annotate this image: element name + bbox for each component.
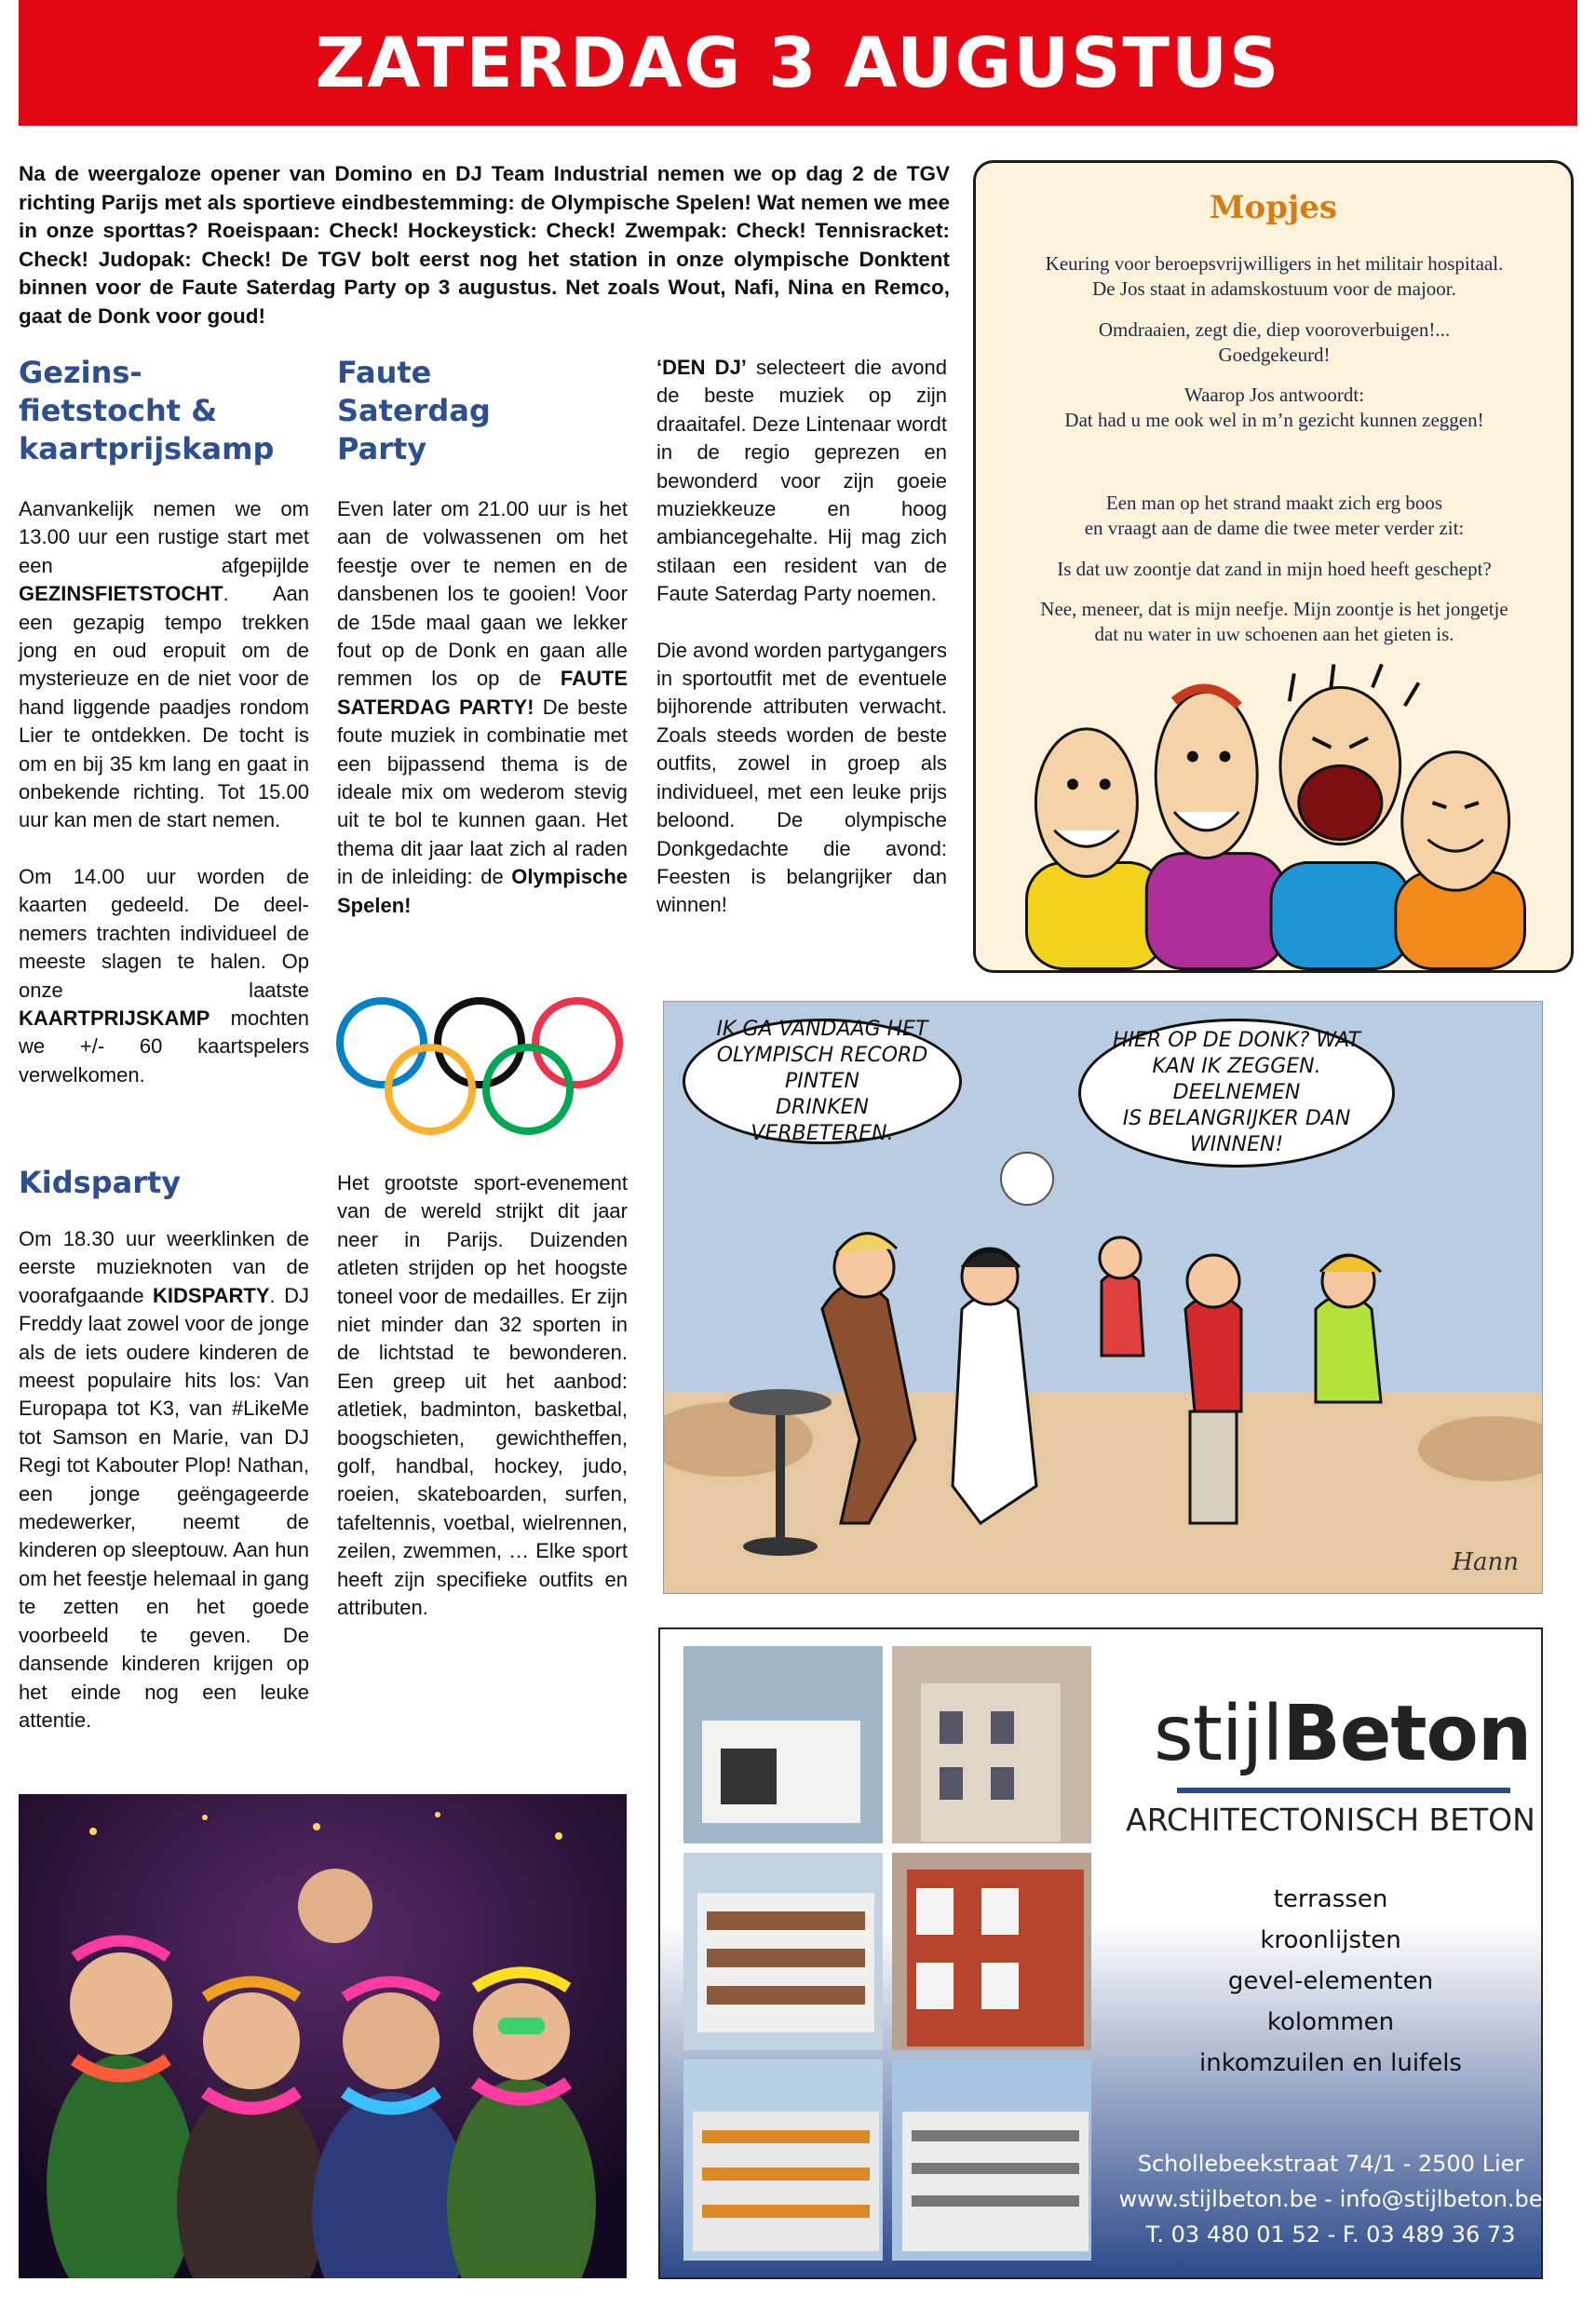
heading-line: Party	[337, 431, 427, 466]
column-2-text	[337, 495, 628, 948]
list-item: gevel-elementen	[1227, 1967, 1434, 1995]
stijlbeton-advertisement	[658, 1627, 1543, 2279]
mopjes-box	[973, 160, 1574, 973]
ad-subtitle: ARCHITECTONISCH BETON	[1126, 1802, 1535, 1838]
comic-illustration	[663, 1001, 1543, 1594]
paragraph-party: Even later om 21.00 uur is het aan de volwassenen om het feestje over te nemen en de dansbenen los te gooien! Voor de 15de maal gaan we lekker fout op de Donk en gaan alle remmen los op de FAUTE SATERDAG PARTY! De beste foute muziek in combinatie met een bijpassend thema is de ideale mix om wederom stevig uit te bol te kunnen gaan. Het thema dit jaar laat zich al raden in de inleiding: de Olympische Spelen!	[337, 497, 628, 917]
heading-line: kaartprijskamp	[19, 431, 275, 466]
heading-kidsparty: Kidsparty	[19, 1165, 182, 1200]
phone-fax: T. 03 480 01 52 - F. 03 489 36 73	[1145, 2221, 1516, 2248]
speech-bubble-1: IK GA VANDAAG HET OLYMPISCH RECORD PINTEN DRINKEN VERBETEREN.	[683, 1019, 962, 1144]
intro-paragraph: Na de weergaloze opener van Domino en DJ Team Industrial nemen we op dag 2 de TGV richting Parijs met als sportieve eindbestemming: de Olympische Spelen! Wat nemen we mee in onze sporttas? Roeispaan: Check! Hockeystick: Check! Zwempak: Check! Tennisracket: Check! Judopak: Check! De TGV bolt eerst nog het station in onze olympische Donktent binnen voor de Faute Saterdag Party op 3 augustus. Net zoals Wout, Nafi, Nina en Remco, gaat de Donk voor goud!	[19, 162, 950, 328]
column-3-text	[656, 354, 947, 948]
paragraph-fietstocht: Aanvankelijk nemen we om 13.00 uur een rustige start met een afgepijlde GEZINSFIETSTOCHT. Aan een gezapig tempo trekken jong en oud eropuit om de mysterieuze en de niet voor de hand liggende paadjes rondom Lier te ontdekken. De tocht is om en bij 35 km lang en gaat in onbekende richting. Tot 15.00 uur kan men de start nemen.	[19, 497, 309, 832]
heading-fietstocht	[19, 354, 274, 468]
olympic-rings-icon	[331, 994, 629, 1139]
address: Schollebeekstraat 74/1 - 2500 Lier	[1137, 2151, 1524, 2177]
joke-text: Keuring voor beroepsvrijwilligers in het militair hospitaal. De Jos staat in adamskostuum voor de majoor.	[1045, 252, 1504, 300]
heading-line: fietstocht &	[19, 393, 218, 428]
paragraph-olympics: Het grootste sport-evenement van de wereld strijkt dit jaar neer in Parijs. Duizenden atleten strijden op het hoogste toneel voor de medailles. Er zijn niet minder dan 32 sporten in de lichtstad te bewonderen. Een greep uit het aanbod: atletiek, badminton, basketbal, boogschieten, gewichtheffen, golf, handbal, hockey, judo, roeien, skateboarden, surfen, tafeltennis, voetbal, wielrennen, zeilen, zwemmen, … Elke sport heeft zijn specifieke outfits en attributen.	[337, 1171, 628, 1620]
heading-line: Gezins-	[19, 355, 142, 390]
speech-bubble-2: HIER OP DE DONK? WAT KAN IK ZEGGEN. DEELNEMEN IS BELANGRIJKER DAN WINNEN!	[1078, 1019, 1395, 1168]
paragraph-kaartprijskamp: Om 14.00 uur worden de kaarten gedeeld. De deelnemers trachten individueel de meeste slagen te halen. Op onze laatste KAARTPRIJSKAMP mochten we +/- 60 kaartspelers verwelkomen.	[19, 864, 309, 1087]
list-item: inkomzuilen en luifels	[1199, 2049, 1462, 2077]
column-1-kidsparty-text	[19, 1225, 309, 1762]
page-title: ZATERDAG 3 AUGUSTUS	[315, 22, 1281, 103]
joke-text: Waarop Jos antwoordt: Dat had u me ook wel in m’n gezicht kunnen zeggen!	[1064, 384, 1484, 431]
heading-line: Faute	[337, 355, 432, 390]
product-list	[1116, 1879, 1545, 2084]
heading-line: Saterdag	[337, 393, 491, 428]
laughing-faces-illustration	[976, 663, 1571, 970]
paragraph-kidsparty: Om 18.30 uur weerklinken de eerste muzieknoten van de voorafgaande KIDSPARTY. DJ Freddy laat zowel voor de jonge als de iets oudere kinderen de meest populaire hits los: Van Europapa tot K3, van #LikeMe tot Samson en Marie, van DJ Regi tot Kabouter Plop! Nathan, een jonge geëngageerde medewerker, neemt de kinderen op sleeptouw. Aan hun om het feestje helemaal in gang te zetten en het goede voorbeeld te geven. De dansende kinderen krijgen op het einde nog een leuke attentie.	[19, 1227, 309, 1732]
stijlbeton-logo: stijlBeton	[1154, 1690, 1532, 1778]
artist-signature: Hann	[1452, 1548, 1519, 1576]
list-item: terrassen	[1273, 1885, 1388, 1913]
paragraph-outfits: Die avond worden partygangers in sportoutfit met de eventuele bijhorende attributen verwacht. Zoals steeds worden de beste outfits, zowel in groep als individueel, met een leuke prijs beloond. De olympische Donkgedachte die avond: Feesten is belangrijker dan winnen!	[656, 638, 947, 917]
heading-faute-saterdag-party	[337, 354, 491, 468]
website-email: www.stijlbeton.be - info@stijlbeton.be	[1118, 2186, 1543, 2212]
joke-text: Is dat uw zoontje dat zand in mijn hoed heeft geschept?	[1057, 558, 1492, 580]
party-photo	[19, 1794, 627, 2278]
joke-text: Omdraaien, zegt die, diep vooroverbuigen!... Goedgekeurd!	[1098, 318, 1451, 366]
party-photo-image	[19, 1794, 627, 2278]
architecture-photo-grid	[683, 1646, 1091, 2261]
column-2-olympics-text	[337, 1169, 628, 1651]
joke-text: Nee, meneer, dat is mijn neefje. Mijn zoontje is het jongetje dat nu water in uw schoenen aan het gieten is.	[1040, 598, 1508, 645]
page-banner	[19, 0, 1577, 126]
column-1-text	[19, 495, 309, 1117]
list-item: kroonlijsten	[1260, 1926, 1401, 1954]
contact-info	[1116, 2146, 1545, 2252]
joke-text: Een man op het strand maakt zich erg boos en vraagt aan de dame die twee meter verder zit:	[1084, 492, 1465, 539]
logo-underline	[1177, 1788, 1510, 1793]
paragraph-den-dj: ‘DEN DJ’ selecteert die avond de beste muziek op zijn draaitafel. Deze Lintenaar wordt in de regio geprezen en bewonderd voor zijn goeie muziekkeuze en hoog ambiancegehalte. Hij mag zich stilaan een resident van de Faute Saterdag Party noemen.	[656, 356, 947, 606]
list-item: kolommen	[1266, 2008, 1395, 2036]
mopjes-title: Mopjes	[1209, 189, 1338, 226]
